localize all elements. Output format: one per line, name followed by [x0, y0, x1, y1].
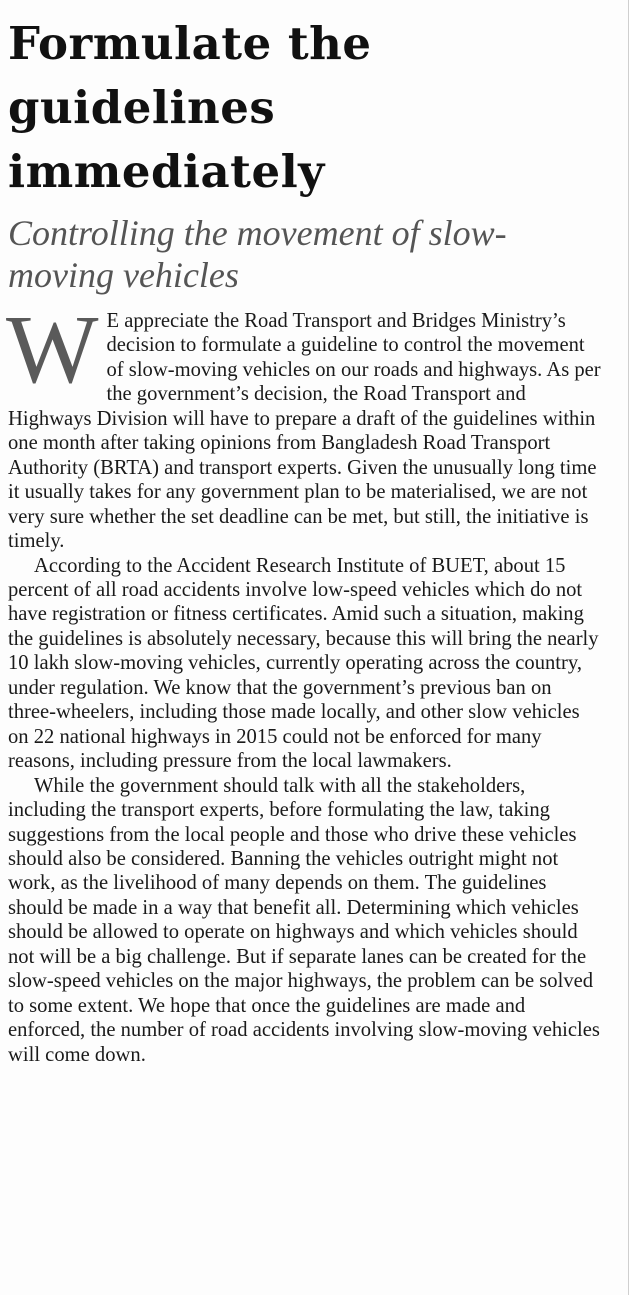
subheadline: Controlling the movement of slow-moving vehicles	[8, 213, 507, 295]
headline: Formulate the guidelines immediately	[8, 17, 372, 198]
article-body	[6, 296, 602, 1067]
paragraph-2: According to the Accident Research Institute of BUET, about 15 percent of all road accidents involve low-speed vehicles which do not have registration or fitness certificates. Amid such a situation, making the guidelines is absolutely necessary, because this will bring the nearly 10 lakh slow-moving vehicles, currently operating across the country, under regulation. We know that the government’s previous ban on three-wheelers, including those made locally, and other slow vehicles on 22 national highways in 2015 could not be enforced for many reasons, including pressure from the local lawmakers.	[8, 554, 599, 773]
paragraph-1-text: E appreciate the Road Transport and Bridges Ministry’s decision to formulate a guideline to control the movement of slow-moving vehicles on our roads and highways. As per the government’s decision, the Road Transport and Highways Division will have to prepare a draft of the guidelines within one month after taking opinions from Bangladesh Road Transport Authority (BRTA) and transport experts. Given the unusually long time it usually takes for any government plan to be materialised, we are not very sure whether the set deadline can be met, but still, the initiative is timely.	[8, 310, 601, 553]
paragraph-1	[6, 296, 602, 554]
paragraph-3: While the government should talk with all the stakeholders, including the transport experts, before formulating the law, taking suggestions from the local people and those who drive these vehicles should also be considered. Banning the vehicles outright might not work, as the livelihood of many depends on them. The guidelines should be made in a way that benefit all. Determining which vehicles should be allowed to operate on highways and which vehicles should not will be a big challenge. But if separate lanes can be created for the slow-speed vehicles on the major highways, the problem can be solved to some extent. We hope that once the guidelines are made and enforced, the number of road accidents involving slow-moving vehicles will come down.	[8, 774, 600, 1066]
drop-cap: W	[6, 296, 99, 404]
